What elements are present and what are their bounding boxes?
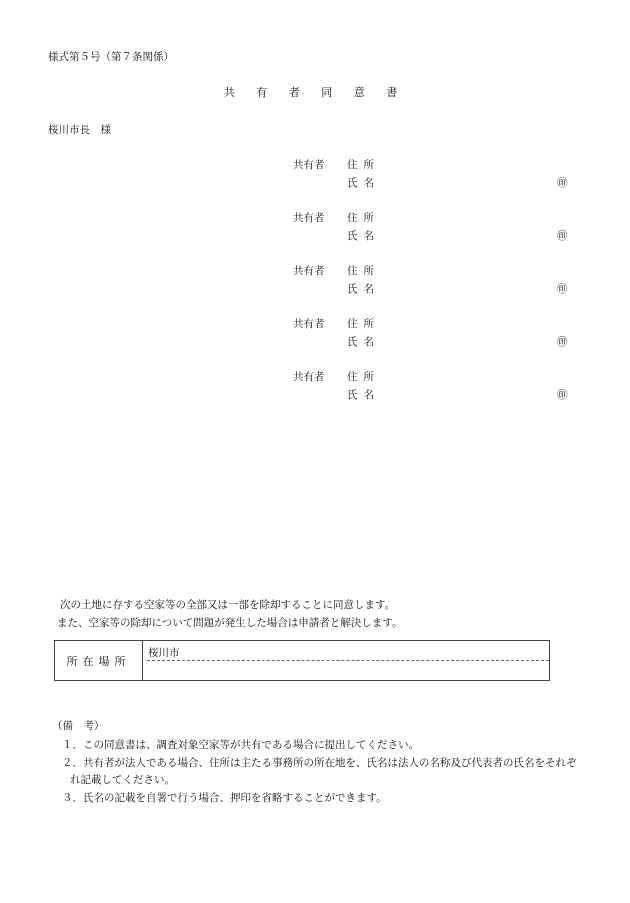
seal-mark: ㊞: [557, 389, 568, 401]
co-owner-block: [0, 316, 630, 356]
location-label: 所在場所: [55, 641, 143, 680]
co-owner-label: 共有者: [293, 371, 325, 383]
co-owner-label: 共有者: [293, 159, 325, 171]
address-label: 住所: [347, 318, 380, 330]
note-item: １．この同意書は、調査対象空家等が共有である場合に提出してください。: [62, 739, 419, 751]
co-owner-block: [0, 210, 630, 250]
name-label: 氏名: [347, 336, 380, 348]
name-label: 氏名: [347, 283, 380, 295]
notes-heading: （備 考）: [52, 720, 105, 732]
name-label: 氏名: [347, 177, 380, 189]
consent-statement: 次の土地に存する空家等の全部又は一部を除却することに同意します。: [60, 599, 396, 611]
co-owner-block: [0, 369, 630, 409]
address-label: 住所: [347, 371, 380, 383]
seal-mark: ㊞: [557, 230, 568, 242]
location-value: 桜川市: [148, 647, 180, 659]
addressee: 桜川市長 様: [48, 124, 111, 136]
co-owner-label: 共有者: [293, 265, 325, 277]
seal-mark: ㊞: [557, 336, 568, 348]
co-owner-label: 共有者: [293, 318, 325, 330]
name-label: 氏名: [347, 230, 380, 242]
co-owner-label: 共有者: [293, 212, 325, 224]
note-item: ３．氏名の記載を自署で行う場合、押印を省略することができます。: [62, 792, 387, 804]
seal-mark: ㊞: [557, 177, 568, 189]
note-item-continuation: れ記載してください。: [70, 774, 175, 786]
location-dashed-line: [147, 660, 549, 661]
location-table: [54, 640, 550, 681]
seal-mark: ㊞: [557, 283, 568, 295]
address-label: 住所: [347, 265, 380, 277]
co-owner-block: [0, 157, 630, 197]
note-item: ２．共有者が法人である場合、住所は主たる事務所の所在地を、氏名は法人の名称及び代表者の氏名をそれぞ: [62, 757, 577, 769]
address-label: 住所: [347, 212, 380, 224]
co-owner-block: [0, 263, 630, 303]
document-title: 共 有 者 同 意 書: [223, 86, 407, 99]
address-label: 住所: [347, 159, 380, 171]
name-label: 氏名: [347, 389, 380, 401]
form-number: 様式第５号（第７条関係）: [48, 51, 174, 63]
resolution-statement: また、空家等の除却について問題が発生した場合は申請者と解決します。: [57, 617, 403, 629]
